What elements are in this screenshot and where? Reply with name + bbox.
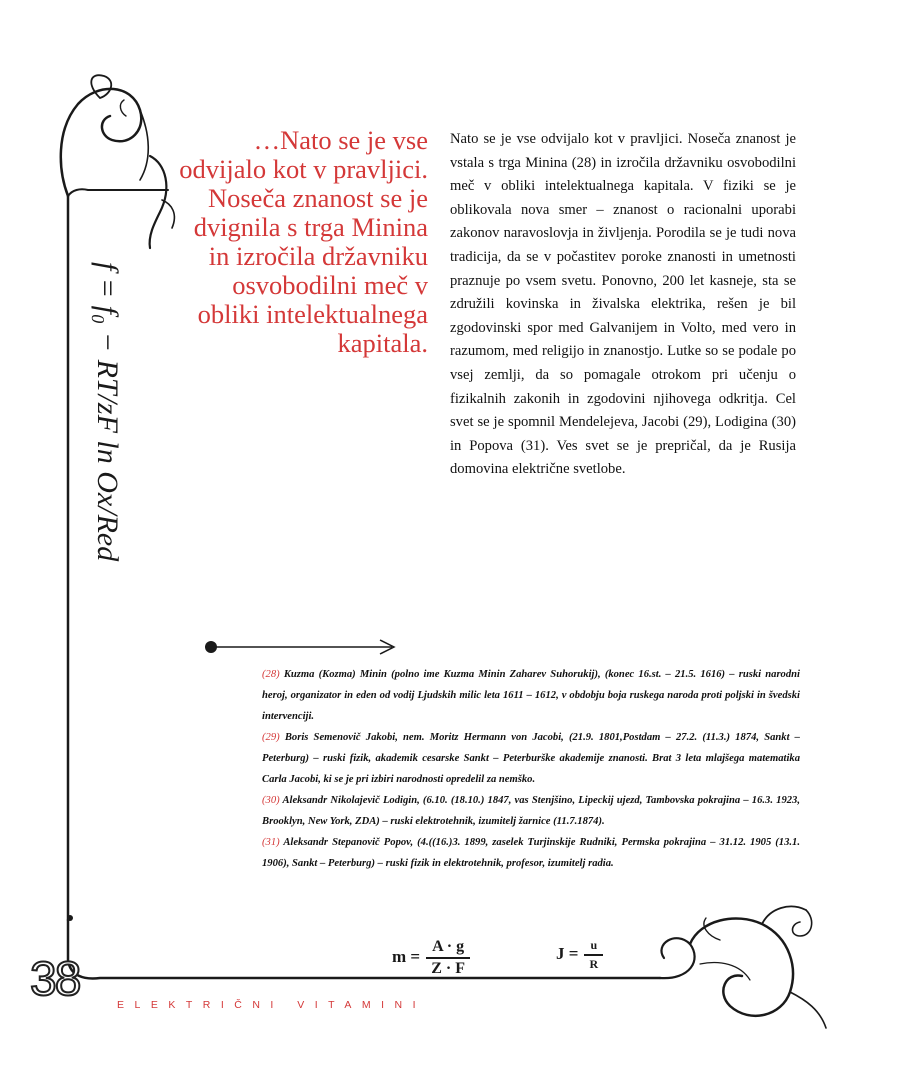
current-formula [556, 938, 603, 972]
footnote-number: (29) [262, 732, 280, 743]
footnote-number: (30) [262, 795, 280, 806]
mass-formula-lhs: m = [392, 946, 421, 966]
footnote-29 [262, 727, 800, 790]
current-formula-numerator: u [584, 938, 603, 956]
footnote-number: (28) [262, 669, 280, 680]
footnote-number: (31) [262, 837, 280, 848]
vertical-formula [66, 262, 126, 562]
mass-formula-fraction [426, 938, 470, 978]
footnote-text: Aleksandr Nikolajevič Lodigin, (6.10. (18.10.) 1847, vas Stenjšino, Lipeckij ujezd, Tambovska pokrajina – 16.3. 1923, Brooklyn, New York, ZDA) – ruski elektrotehnik, izumitelj žarnice (11.7.1874). [262, 795, 801, 827]
current-formula-lhs: J = [556, 943, 579, 963]
body-text [450, 128, 796, 482]
current-formula-denominator: R [589, 957, 599, 971]
mass-formula-numerator: A · g [426, 938, 470, 959]
vertical-formula-text: f = f₀ − RT/zF ln Ox/Red [91, 262, 124, 562]
page-number: 38 [30, 953, 80, 1006]
pull-quote: …Nato se je vse odvijalo kot v pravljici. Noseča znanost se je dvignila s trga Minina in izročila državniku osvobodilni meč v obliki intelektualnega kapitala. [179, 125, 428, 358]
footnotes [262, 664, 800, 874]
footnote-text: Kuzma (Kozma) Minin (polno ime Kuzma Minin Zaharev Suhorukij), (konec 16.st. – 21.5. 1616) – ruski narodni heroj, organizator in eden od vodij Ljudskih milic leta 1611 – 1612, v obdobju boja ruskega naroda proti poljski in švedski intervenciji. [262, 669, 800, 722]
arrow-divider [205, 640, 394, 654]
body-paragraph: Nato se je vse odvijalo kot v pravljici. Noseča znanost je vstala s trga Minina (28) in izročila državniku osvobodilni meč v obliki intelektualnega kapitala. V fiziki se je oblikovala nova smer – znanost o racionalni uporabi zakonov naravoslovja in življenja. Porodila se je tudi nova tradicija, da se v počastitev poroke znanosti in umetnosti praznuje po vsem svetu. Ponovno, 200 let kasneje, sta se združili kovinska in živalska elektrika, rešen je bil zgodovinski spor med Galvanijem in Volto, med vero in razumom, med religijo in znanostjo. Lutke so se podale po vsej zemlji, da so pomagale otrokom pri učenju o fizikalnih zakonih in zgodovini njihovega odkritja. Cel svet se je spomnil Mendelejeva, Jacobi (29), Lodigina (30) in Popova (31). Ves svet se je prepričal, da je Rusija domovina električne svetlobe. [450, 131, 796, 478]
footnote-28 [262, 664, 800, 727]
mass-formula-denominator: Z · F [431, 960, 465, 977]
footnote-text: Boris Semenovič Jakobi, nem. Moritz Hermann von Jacobi, (21.9. 1801,Postdam – 27.2. (11.3.) 1874, Sankt – Peterburg) – ruski fizik, akademik cesarske Sankt – Peterburške akademije znanosti. Brat 3 leta mlajšega matematika Carla Jacobi, ki se je pri izbiri narodnosti opredelil za nemško. [262, 732, 800, 785]
running-title: ELEKTRIČNI VITAMINI [117, 999, 426, 1011]
footnote-text: Aleksandr Stepanovič Popov, (4.((16.)3. 1899, zaselek Turjinskije Rudniki, Permska pokrajina – 31.12. 1905 (13.1. 1906), Sankt – Peterburg) – ruski fizik in elektrotehnik, profesor, izumitelj radia. [262, 837, 800, 869]
current-formula-fraction [584, 938, 603, 972]
mass-formula [392, 938, 470, 978]
footnote-30 [262, 790, 800, 832]
footnote-31 [262, 832, 800, 874]
